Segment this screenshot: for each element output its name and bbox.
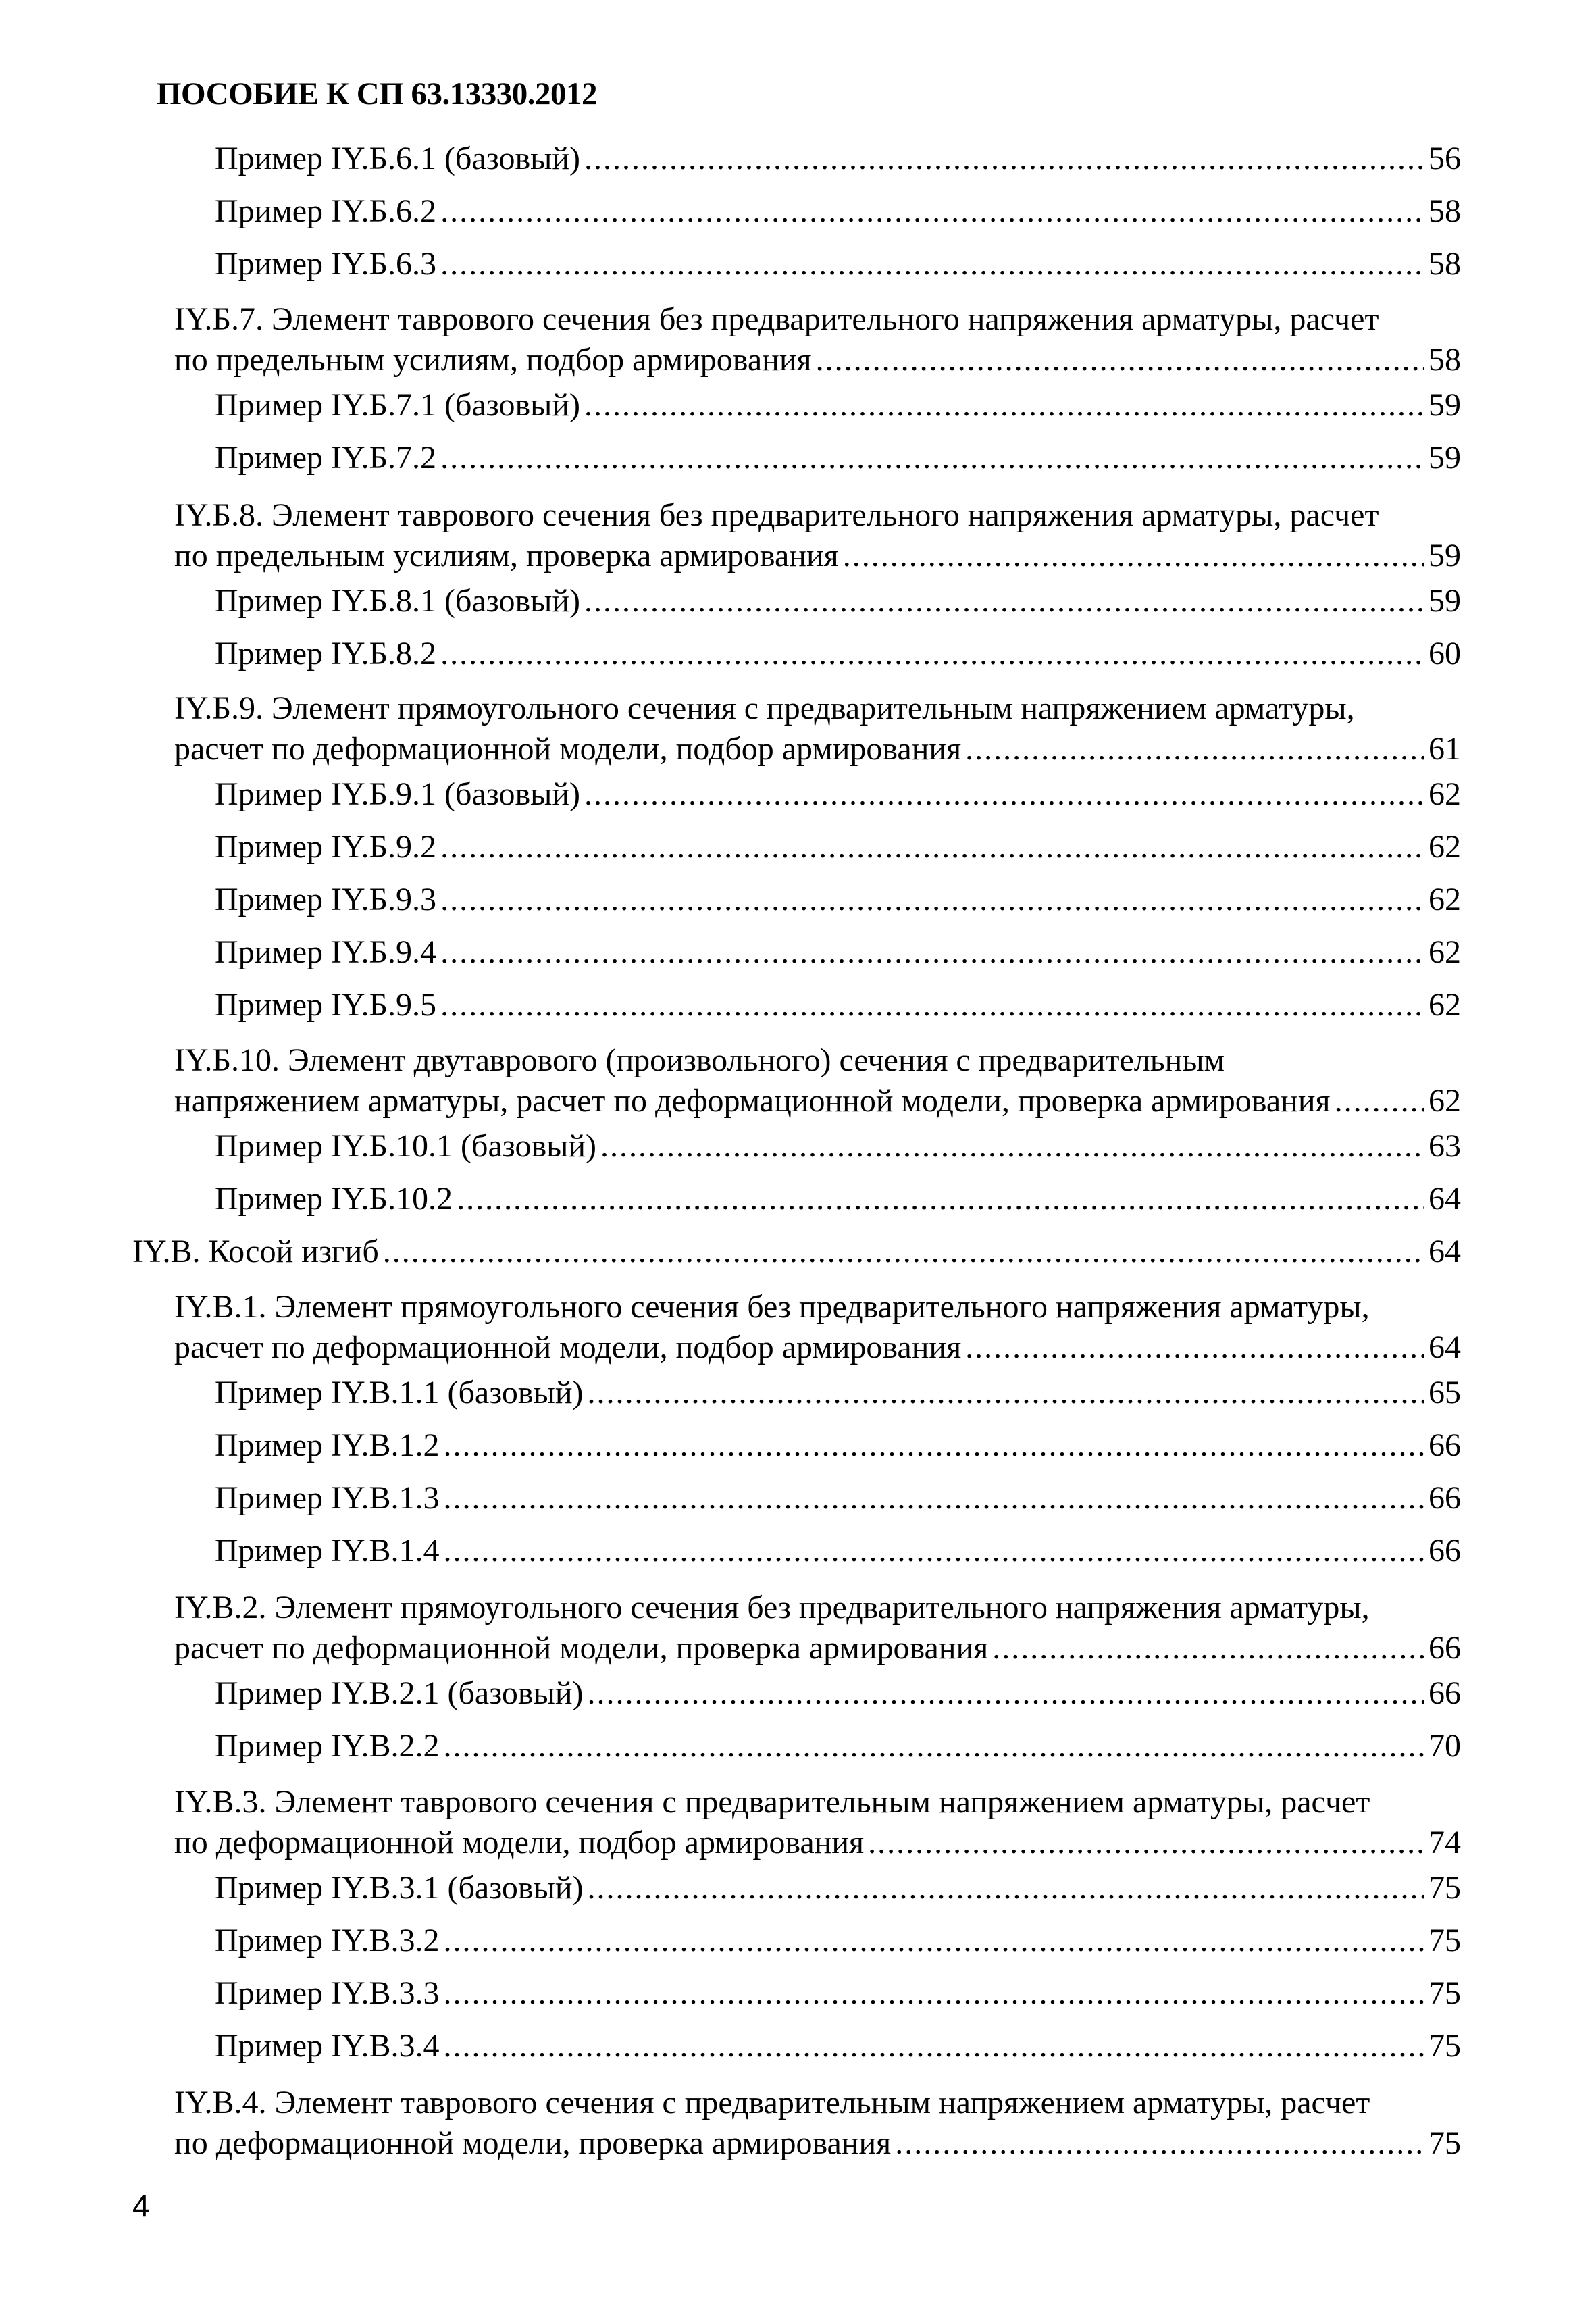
toc-entry-title: Пример IY.Б.6.2: [215, 193, 437, 229]
dot-leader: [584, 774, 1424, 815]
toc-entry[interactable]: [215, 1973, 1461, 2014]
toc-entry[interactable]: [215, 1531, 1461, 1571]
toc-entry-title: напряжением арматуры, расчет по деформационной модели, проверка армирования: [174, 1083, 1331, 1119]
toc-entry-page: 65: [1428, 1375, 1461, 1410]
toc-section-entry[interactable]: [174, 495, 1461, 576]
dot-leader: [440, 880, 1424, 920]
toc-entry[interactable]: [215, 985, 1461, 1025]
toc-section-entry[interactable]: [174, 1782, 1461, 1863]
dot-leader: [440, 244, 1424, 284]
toc-entry[interactable]: [215, 634, 1461, 674]
toc-section-entry[interactable]: [174, 1287, 1461, 1368]
toc-entry-page: 60: [1428, 636, 1461, 671]
dot-leader: [587, 1868, 1424, 1908]
toc-entry-page: 56: [1428, 141, 1461, 176]
toc-entry[interactable]: [215, 1425, 1461, 1466]
toc-entry-title: Пример IY.Б.8.1 (базовый): [215, 583, 581, 619]
toc-entry-page: 61: [1428, 731, 1461, 767]
toc-entry[interactable]: [215, 2026, 1461, 2066]
toc-entry-title: Пример IY.Б.10.1 (базовый): [215, 1128, 597, 1164]
toc-section-entry[interactable]: [174, 688, 1461, 769]
dot-leader: [843, 536, 1424, 576]
toc-entry-page: 58: [1428, 193, 1461, 229]
toc-entry-title: Пример IY.В.1.3: [215, 1480, 440, 1516]
toc-entry-title: расчет по деформационной модели, подбор армирования: [174, 1329, 962, 1365]
dot-leader: [587, 1373, 1424, 1413]
toc-entry-title: Пример IY.Б.8.2: [215, 636, 437, 671]
toc-entry[interactable]: [215, 1673, 1461, 1714]
dot-leader: [444, 2026, 1424, 2066]
toc-entry-page: 66: [1428, 1533, 1461, 1569]
toc-entry-page: 66: [1428, 1427, 1461, 1463]
page-number: 4: [132, 2188, 150, 2223]
dot-leader: [444, 1531, 1424, 1571]
toc-entry-title: расчет по деформационной модели, проверка армирования: [174, 1630, 989, 1666]
toc-entry-page: 64: [1428, 1234, 1461, 1269]
toc-entry-title: Пример IY.Б.9.4: [215, 934, 437, 970]
dot-leader: [600, 1126, 1424, 1167]
toc-entry-page: 75: [1428, 2028, 1461, 2064]
toc-entry-title: Пример IY.В.3.4: [215, 2028, 440, 2064]
toc-entry-title: по предельным усилиям, проверка армирования: [174, 538, 839, 574]
toc-entry-page: 66: [1428, 1480, 1461, 1516]
toc-entry-title-line: IY.В.2. Элемент прямоугольного сечения без предварительного напряжения арматуры,: [174, 1590, 1370, 1625]
toc-entry-title: Пример IY.Б.9.2: [215, 829, 437, 865]
dot-leader: [444, 1726, 1424, 1766]
toc-entry[interactable]: [215, 880, 1461, 920]
toc-entry[interactable]: [215, 385, 1461, 426]
toc-entry-title: Пример IY.В.1.4: [215, 1533, 440, 1569]
toc-entry[interactable]: [215, 244, 1461, 284]
dot-leader: [440, 634, 1424, 674]
toc-entry[interactable]: [215, 438, 1461, 478]
toc-entry-title: Пример IY.Б.9.5: [215, 987, 437, 1023]
dot-leader: [868, 1823, 1424, 1863]
toc-entry-page: 66: [1428, 1675, 1461, 1711]
toc-entry-page: 64: [1428, 1181, 1461, 1217]
toc-entry-page: 74: [1428, 1825, 1461, 1860]
toc-entry-title: расчет по деформационной модели, подбор армирования: [174, 731, 962, 767]
toc-entry-title: по деформационной модели, проверка армирования: [174, 2125, 892, 2161]
toc-entry-page: 64: [1428, 1329, 1461, 1365]
toc-entry-title: Пример IY.В.1.2: [215, 1427, 440, 1463]
toc-entry-page: 62: [1428, 829, 1461, 865]
toc-section-entry[interactable]: [174, 1040, 1461, 1121]
toc-entry-page: 58: [1428, 246, 1461, 282]
dot-leader: [1335, 1081, 1424, 1121]
toc-entry-title: Пример IY.В.1.1 (базовый): [215, 1375, 584, 1410]
toc-entry-page: 62: [1428, 882, 1461, 917]
dot-leader: [584, 138, 1424, 179]
toc-entry[interactable]: [215, 138, 1461, 179]
dot-leader: [584, 385, 1424, 426]
toc-entry-page: 70: [1428, 1728, 1461, 1764]
dot-leader: [444, 1973, 1424, 2014]
dot-leader: [587, 1673, 1424, 1714]
dot-leader: [440, 827, 1424, 867]
toc-entry[interactable]: [215, 1126, 1461, 1167]
toc-entry-page: 66: [1428, 1630, 1461, 1666]
toc-entry[interactable]: [215, 1373, 1461, 1413]
toc-entry-page: 62: [1428, 987, 1461, 1023]
toc-entry-title: Пример IY.Б.6.1 (базовый): [215, 141, 581, 176]
toc-entry-page: 75: [1428, 1923, 1461, 1958]
toc-entry-title: Пример IY.Б.9.3: [215, 882, 437, 917]
toc-entry[interactable]: [215, 774, 1461, 815]
toc-entry-page: 75: [1428, 2125, 1461, 2161]
dot-leader: [584, 581, 1424, 621]
dot-leader: [965, 1327, 1424, 1368]
toc-entry-title: Пример IY.В.3.1 (базовый): [215, 1870, 584, 1906]
dot-leader: [444, 1478, 1424, 1519]
toc-entry-title: по предельным усилиям, подбор армирования: [174, 342, 812, 378]
toc-entry[interactable]: [215, 1868, 1461, 1908]
toc-entry-page: 62: [1428, 934, 1461, 970]
dot-leader: [444, 1425, 1424, 1466]
toc-entry-title: Пример IY.В.3.3: [215, 1975, 440, 2011]
toc-entry[interactable]: [215, 1726, 1461, 1766]
toc-entry-page: 58: [1428, 342, 1461, 378]
dot-leader: [383, 1231, 1424, 1272]
dot-leader: [816, 340, 1424, 380]
toc-entry-title: IY.В. Косой изгиб: [132, 1234, 379, 1269]
toc-section-entry[interactable]: [174, 2083, 1461, 2164]
dot-leader: [992, 1628, 1424, 1669]
toc-entry-page: 62: [1428, 1083, 1461, 1119]
toc-entry-title: Пример IY.В.2.1 (базовый): [215, 1675, 584, 1711]
toc-entry-title-line: IY.В.1. Элемент прямоугольного сечения без предварительного напряжения арматуры,: [174, 1289, 1370, 1325]
toc-entry-page: 59: [1428, 387, 1461, 423]
toc-entry[interactable]: [215, 191, 1461, 232]
toc-entry-title-line: IY.В.3. Элемент таврового сечения с предварительным напряжением арматуры, расчет: [174, 1784, 1370, 1820]
toc-entry-title-line: IY.Б.7. Элемент таврового сечения без предварительного напряжения арматуры, расчет: [174, 301, 1379, 337]
toc-entry-title-line: IY.В.4. Элемент таврового сечения с предварительным напряжением арматуры, расчет: [174, 2085, 1370, 2120]
dot-leader: [457, 1179, 1424, 1219]
toc-entry-page: 59: [1428, 583, 1461, 619]
toc-entry[interactable]: [215, 932, 1461, 973]
toc-entry-title: Пример IY.Б.9.1 (базовый): [215, 776, 581, 812]
toc-entry[interactable]: [215, 581, 1461, 621]
toc-entry-title: Пример IY.Б.10.2: [215, 1181, 453, 1217]
toc-entry-title: Пример IY.В.2.2: [215, 1728, 440, 1764]
toc-entry[interactable]: [215, 1478, 1461, 1519]
toc-entry-page: 75: [1428, 1975, 1461, 2011]
running-header: ПОСОБИЕ К СП 63.13330.2012: [157, 76, 597, 111]
toc-entry-title-line: IY.Б.9. Элемент прямоугольного сечения с предварительным напряжением арматуры,: [174, 690, 1355, 726]
dot-leader: [440, 191, 1424, 232]
dot-leader: [440, 438, 1424, 478]
toc-entry-title-line: IY.Б.8. Элемент таврового сечения без предварительного напряжения арматуры, расчет: [174, 497, 1379, 533]
toc-entry-title: Пример IY.Б.7.2: [215, 440, 437, 476]
toc-entry[interactable]: [215, 1921, 1461, 1961]
toc-entry[interactable]: [132, 1231, 1461, 1272]
dot-leader: [444, 1921, 1424, 1961]
dot-leader: [895, 2123, 1424, 2164]
toc-section-entry[interactable]: [174, 1587, 1461, 1669]
toc-entry-page: 63: [1428, 1128, 1461, 1164]
toc-entry[interactable]: [215, 827, 1461, 867]
toc-entry-title: Пример IY.Б.7.1 (базовый): [215, 387, 581, 423]
toc-entry-page: 59: [1428, 440, 1461, 476]
toc-entry[interactable]: [215, 1179, 1461, 1219]
toc-entry-page: 75: [1428, 1870, 1461, 1906]
dot-leader: [965, 729, 1424, 769]
toc-entry-title: по деформационной модели, подбор армирования: [174, 1825, 865, 1860]
dot-leader: [440, 985, 1424, 1025]
toc-entry-title-line: IY.Б.10. Элемент двутаврового (произвольного) сечения с предварительным: [174, 1042, 1225, 1078]
toc-entry-page: 62: [1428, 776, 1461, 812]
toc-entry-page: 59: [1428, 538, 1461, 574]
toc-entry-title: Пример IY.В.3.2: [215, 1923, 440, 1958]
dot-leader: [440, 932, 1424, 973]
toc-entry-title: Пример IY.Б.6.3: [215, 246, 437, 282]
toc-section-entry[interactable]: [174, 299, 1461, 380]
